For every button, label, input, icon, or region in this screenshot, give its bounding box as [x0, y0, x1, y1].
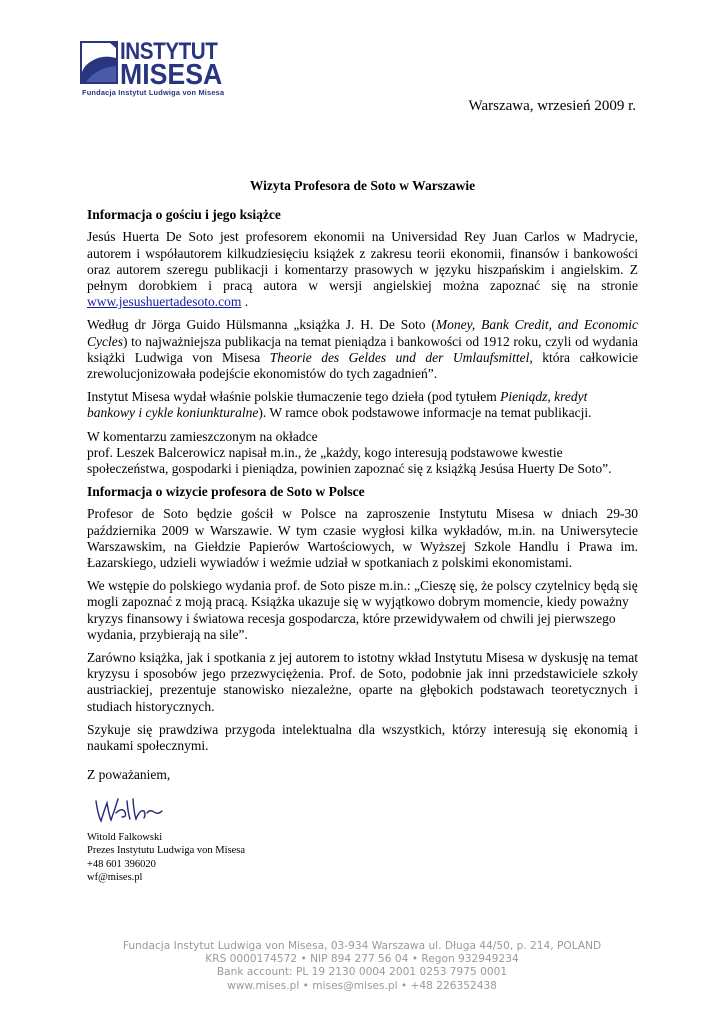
section1-paragraph-3	[87, 389, 638, 421]
handwritten-signature	[92, 793, 164, 829]
section2-p2-line3: kryzys finansowy i światowa recesja gospodarcza, które przewidywałem od chwili jej pierwszego	[87, 610, 616, 626]
letter-body	[87, 178, 638, 761]
logo-name-line1: INSTYTUT	[120, 38, 218, 65]
section1-heading: Informacja o gościu i jego książce	[87, 207, 281, 223]
institute-logo	[80, 38, 235, 98]
footer-contact: www.mises.pl • mises@mises.pl • +48 226352438	[227, 979, 497, 992]
logo-name-line2: MISESA	[120, 59, 223, 91]
logo-mark-icon	[80, 38, 122, 86]
section2-paragraph-4: Szykuje się prawdziwa przygoda intelektualna dla wszystkich, którzy interesują się ekonomią i naukami społecznymi.	[87, 721, 638, 754]
footer-registration: KRS 0000174572 • NIP 894 277 56 04 • Regon 932949234	[205, 953, 519, 966]
letterhead-footer	[0, 940, 724, 993]
section1-p2-a: Według dr Jörga Guido Hülsmanna „książka J. H. De Soto (	[87, 317, 436, 333]
closing-salutation: Z poważaniem,	[87, 767, 171, 782]
signatory-phone: +48 601 396020	[87, 858, 156, 870]
section2-p2-line2: mogli zapoznać z moją pracą. Książka ukazuje się w wyjątkowo dobrym momencie, kiedy poważny	[87, 594, 629, 610]
section1-p2-c: ) to najważniejsza publikacja na temat pieniądza i bankowości od 1912 roku, czyli od wydania książki Ludwiga von Misesa	[87, 333, 638, 365]
section1-p4-line3: społeczeństwa, gospodarki i pieniądza, powinien zapoznać się z książką Jesúsa Huerty De Soto”.	[87, 461, 612, 477]
section1-p4-line1: W komentarzu zamieszczonym na okładce	[87, 428, 318, 444]
letter-date: Warszawa, wrzesień 2009 r.	[468, 98, 636, 114]
section1-paragraph-4	[87, 429, 638, 478]
section1-paragraph-2	[87, 317, 638, 382]
section1-p1-end: .	[241, 294, 249, 310]
book-title-mises: Theorie des Geldes und der Umlaufsmittel	[269, 349, 530, 365]
section2-paragraph-1: Profesor de Soto będzie gościł w Polsce na zaproszenie Instytutu Misesa w dniach 29-30 października 2009 w Warszawie. W tym czasie wygłosi kilka wykładów, m.in. na Uniwersytecie Warszawskim, na Giełdzie Papierów Wartościowych, w Wyższej Szkole Handlu i Prawa im. Łazarskiego, udzieli wywiadów i weźmie udział w spotkaniach z polskimi ekonomistami.	[87, 506, 638, 571]
book-title-english: Money, Bank Credit, and Economic Cycles	[87, 317, 638, 349]
letter-title: Wizyta Profesora de Soto w Warszawie	[249, 178, 476, 193]
signature-block	[87, 831, 245, 885]
section2-p2-line4: wydania, przybierają na sile”.	[87, 626, 248, 642]
signatory-name: Witold Falkowski	[87, 832, 163, 843]
section1-p3-c: ). W ramce obok podstawowe informacje na temat publikacji.	[258, 405, 592, 421]
footer-address: Fundacja Instytut Ludwiga von Misesa, 03-934 Warszawa ul. Długa 44/50, p. 214, POLAND	[122, 940, 602, 952]
section2-heading: Informacja o wizycie profesora de Soto w Polsce	[87, 484, 365, 500]
book-title-polish: Pieniądz, kredyt bankowy i cykle koniunkturalne	[87, 389, 588, 421]
footer-bank-account: Bank account: PL 19 2130 0004 2001 0253 7975 0001	[216, 966, 508, 979]
section1-p1-text: Jesús Huerta De Soto jest profesorem ekonomii na Universidad Rey Juan Carlos w Madrycie, autorem i współautorem kilkudziesięciu książek z zakresu teorii ekonomii, finansów i bankowości oraz autorem szeregu publikacji i komentarzy prasowych w języku hiszpańskim i angielskim. Z pełnym dorobkiem i pracą autora w wersji angielskiej można zapoznać się na stronie	[87, 229, 638, 294]
signatory-role: Prezes Instytutu Ludwiga von Misesa	[87, 845, 246, 857]
section1-paragraph-1	[87, 229, 638, 310]
section2-paragraph-2	[87, 578, 638, 643]
section2-p2-line1: We wstępie do polskiego wydania prof. de Soto pisze m.in.: „Cieszę się, że polscy czytelnicy będą się	[87, 578, 638, 594]
section2-paragraph-3: Zarówno książka, jak i spotkania z jej autorem to istotny wkład Instytutu Misesa w dyskusję na temat kryzysu i sposobów jego przezwyciężenia. Prof. de Soto, podobnie jak inni przedstawiciele szkoły austriackiej, prezentuje stanowisko niezależne, oparte na głębokich podstawach teoretycznych i studiach historycznych.	[87, 650, 638, 714]
section1-p2-e: , która całkowicie zrewolucjonizowała podejście ekonomistów do tych zagadnień”.	[87, 349, 638, 382]
section1-p3-a: Instytut Misesa wydał właśnie polskie tłumaczenie tego dzieła (pod tytułem	[87, 389, 501, 405]
author-website-link[interactable]: www.jesushuertadesoto.com	[87, 294, 242, 310]
logo-tagline: Fundacja Instytut Ludwiga von Misesa	[82, 88, 225, 97]
signatory-email: wf@mises.pl	[87, 872, 143, 884]
section1-p4-line2: prof. Leszek Balcerowicz napisał m.in., że „każdy, kogo interesują podstawowe kwestie	[87, 444, 563, 460]
